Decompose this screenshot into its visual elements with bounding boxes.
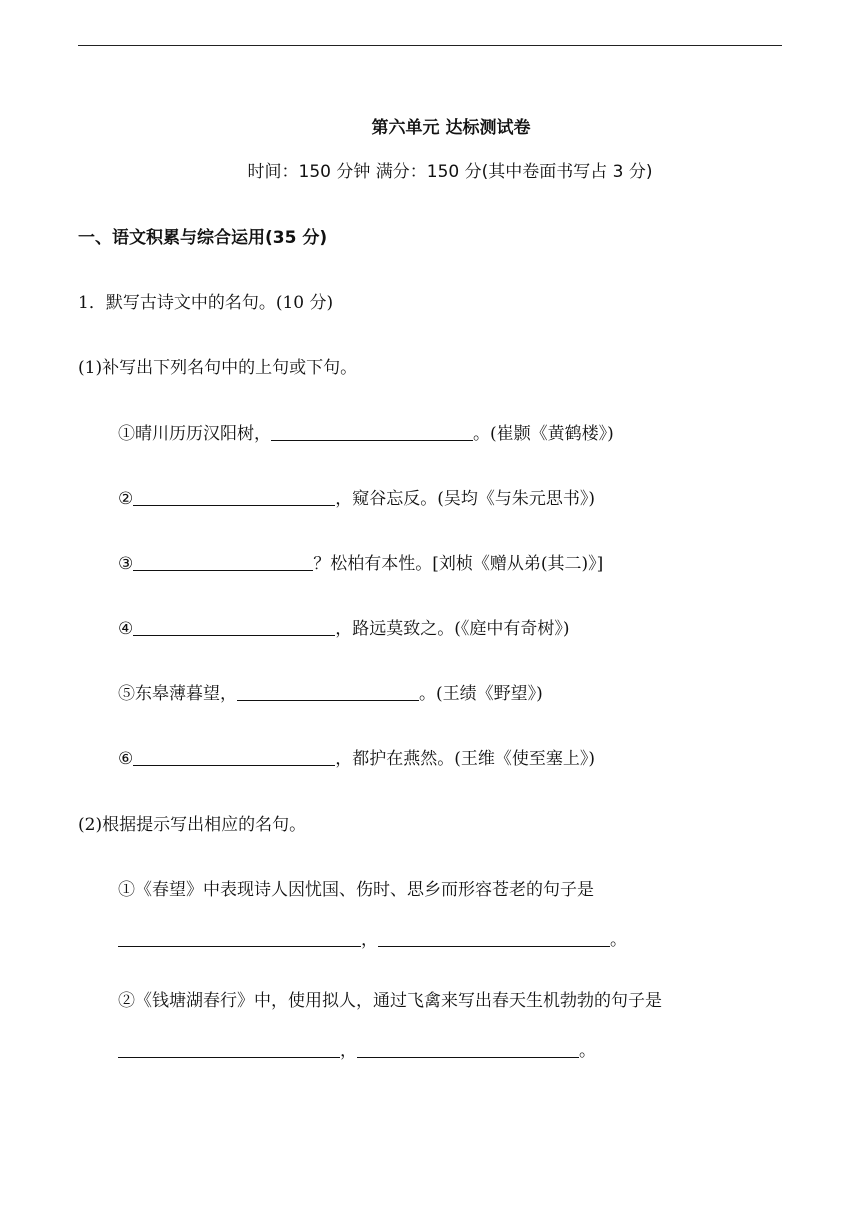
fill-blank-item xyxy=(118,550,603,578)
question-stem: 1．默写古诗文中的名句。(10 分) xyxy=(78,293,334,313)
answer-blank[interactable] xyxy=(118,1039,340,1058)
fill-blank-item xyxy=(118,615,570,643)
answer-blank[interactable] xyxy=(133,747,335,766)
exam-info: 时间：150 分钟 满分：150 分(其中卷面书写占 3 分) xyxy=(247,162,653,182)
item-before-text: ② xyxy=(118,489,134,509)
section-heading: 一、语文积累与综合运用(35 分) xyxy=(78,228,328,248)
fill-blank-item xyxy=(118,680,543,708)
part-instruction: (1)补写出下列名句中的上句或下句。 xyxy=(78,358,358,378)
end-mark: 。 xyxy=(579,1041,596,1061)
separator: ， xyxy=(340,1041,357,1061)
fill-blank-item xyxy=(118,745,595,773)
item-before-text: ①晴川历历汉阳树， xyxy=(118,424,271,444)
answer-blank[interactable] xyxy=(357,1039,579,1058)
item-after-text: ，都护在燕然。(王维《使至塞上》) xyxy=(335,749,596,769)
prompt-text: ①《春望》中表现诗人因忧国、伤时、思乡而形容苍老的句子是 xyxy=(118,880,594,900)
answer-blank[interactable] xyxy=(237,682,419,701)
item-after-text: 。(王绩《野望》) xyxy=(419,684,543,704)
answer-blank[interactable] xyxy=(133,487,335,506)
header-rule xyxy=(78,45,782,46)
separator: ， xyxy=(361,930,378,950)
answer-blank[interactable] xyxy=(271,422,473,441)
end-mark: 。 xyxy=(610,930,627,950)
answer-blank[interactable] xyxy=(118,928,361,947)
answer-blank[interactable] xyxy=(133,617,335,636)
item-before-text: ④ xyxy=(118,619,134,639)
prompt-text: ②《钱塘湖春行》中，使用拟人，通过飞禽来写出春天生机勃勃的句子是 xyxy=(118,991,662,1011)
part-instruction: (2)根据提示写出相应的名句。 xyxy=(78,815,307,835)
item-before-text: ⑥ xyxy=(118,749,134,769)
answer-blank[interactable] xyxy=(133,552,313,571)
item-after-text: ？松柏有本性。[刘桢《赠从弟(其二)》] xyxy=(313,554,604,574)
fill-blank-item xyxy=(118,420,614,448)
item-after-text: ，窥谷忘反。(吴均《与朱元思书》) xyxy=(335,489,596,509)
item-after-text: 。(崔颢《黄鹤楼》) xyxy=(473,424,614,444)
item-before-text: ③ xyxy=(118,554,134,574)
item-after-text: ，路远莫致之。(《庭中有奇树》) xyxy=(335,619,570,639)
answer-line xyxy=(118,1037,596,1065)
fill-blank-item xyxy=(118,485,595,513)
answer-blank[interactable] xyxy=(378,928,610,947)
answer-line xyxy=(118,926,627,954)
page-title: 第六单元 达标测试卷 xyxy=(371,118,531,138)
item-before-text: ⑤东皋薄暮望， xyxy=(118,684,237,704)
